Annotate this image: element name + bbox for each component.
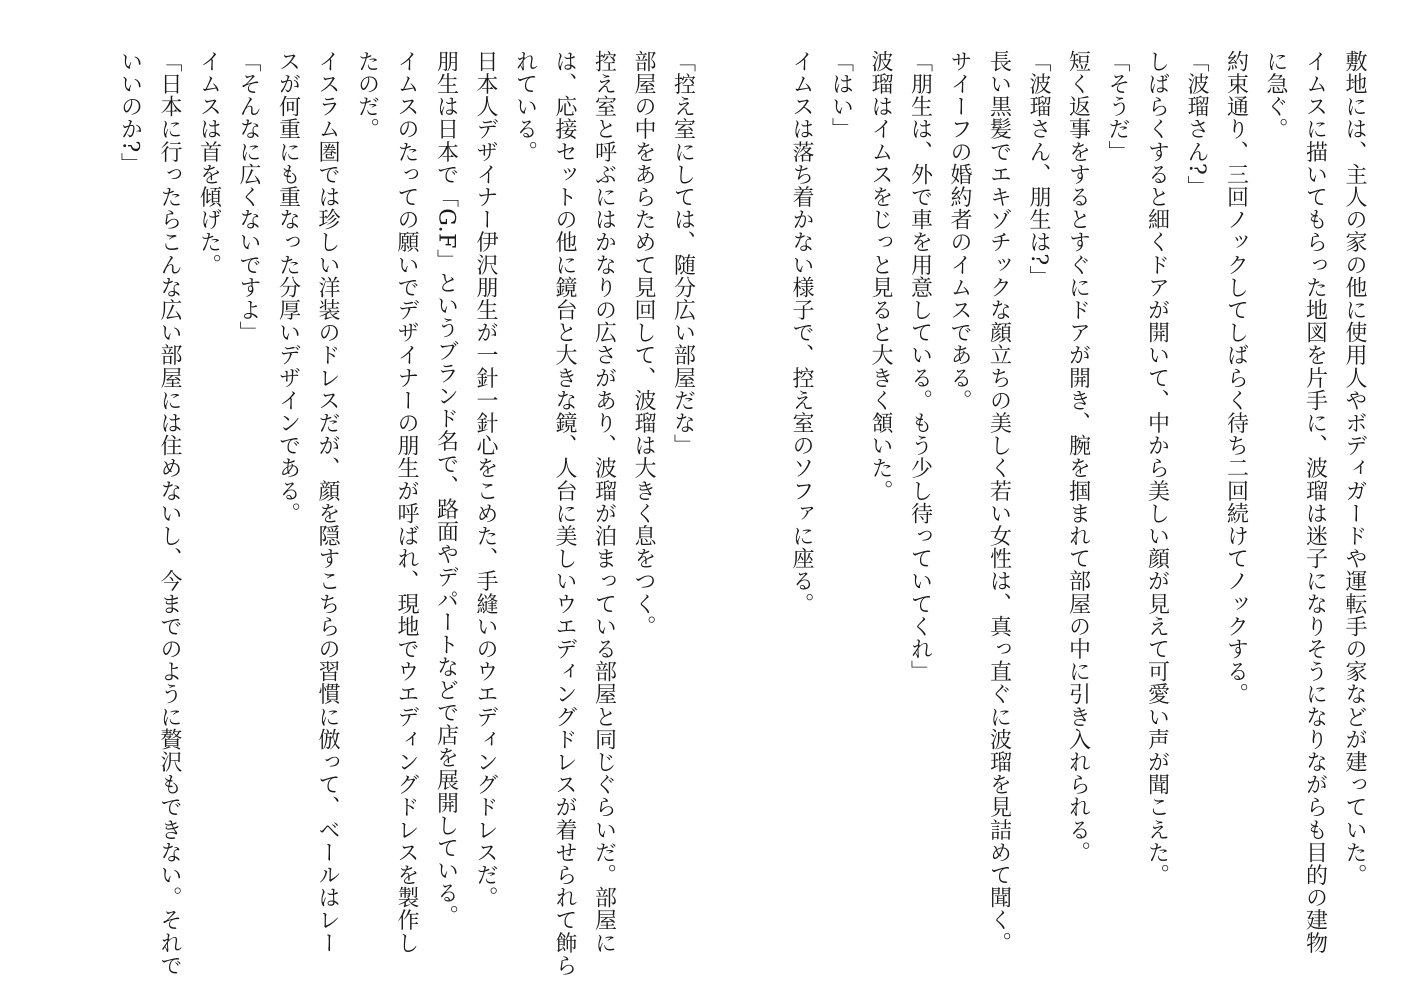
text-line: たのだ。 [354, 50, 380, 141]
dialogue-line: 「控え室にしては、随分広い部屋だな」 [670, 50, 696, 457]
blank-line [742, 50, 782, 980]
dialogue-line: 「波瑠さん?」 [1184, 50, 1209, 198]
blank-line [703, 50, 743, 980]
text-line: スが何重にも重なった分厚いデザインである。 [275, 50, 301, 525]
dialogue-line: 「波瑠さん、朋生は?」 [1026, 50, 1051, 289]
dialogue-line: 「そうだ」 [1105, 50, 1130, 163]
text-line: 部屋の中をあらためて見回して、波瑠は大きく息をつく。 [631, 50, 656, 638]
text-line: 控え室と呼ぶにはかなりの広さがあり、波瑠が泊まっている部屋と同じぐらいだ。部屋に [591, 50, 617, 954]
text-line: イムスに描いてもらった地図を片手に、波瑠は迷子になりそうになりながらも目的の建物 [1302, 50, 1328, 954]
text-line: イムスは首を傾げた。 [196, 50, 222, 276]
text-line: 長い黒髪でエキゾチックな顔立ちの美しく若い女性は、真っ直ぐに波瑠を見詰めて聞く。 [986, 50, 1012, 954]
dialogue-line: 「日本に行ったらこんな広い部屋には住めないし、今までのように贅沢もできない。それで [157, 50, 182, 977]
text-line: しばらくすると細くドアが開いて、中から美しい顔が見えて可愛い声が聞こえた。 [1144, 50, 1170, 887]
text-line: は、応接セットの他に鏡台と大きな鏡、人台に美しいウエディングドレスが着せられて飾ら [552, 50, 577, 977]
text-line: 日本人デザイナー伊沢朋生が一針一針心をこめた、手縫いのウエディングドレスだ。 [473, 50, 498, 909]
dialogue-line: 「そんなに広くないですよ」 [236, 50, 261, 344]
dialogue-line: いいのか?」 [117, 50, 143, 176]
vertical-text-body [110, 50, 1374, 980]
text-line: 約束通り、三回ノックしてしばらく待ち二回続けてノックする。 [1223, 50, 1249, 706]
text-line: に急ぐ。 [1263, 50, 1288, 141]
text-line: 敷地には、主人の家の他に使用人やボディガードや運転手の家などが建っていた。 [1342, 50, 1367, 887]
text-line: イムスのたっての願いでデザイナーの朋生が呼ばれ、現地でウエディングドレスを製作し [394, 50, 419, 954]
text-line: 波瑠はイムスをじっと見ると大きく頷いた。 [868, 50, 893, 502]
text-line: サイーフの婚約者のイムスである。 [947, 50, 972, 412]
text-line: 短く返事をするとすぐにドアが開き、腕を掴まれて部屋の中に引き入れられる。 [1065, 50, 1091, 864]
dialogue-line: 「はい」 [828, 50, 854, 141]
dialogue-line: 「朋生は、外で車を用意している。もう少し待っていてくれ」 [907, 50, 933, 683]
text-line: イムスは落ち着かない様子で、控え室のソファに座る。 [789, 50, 814, 615]
text-line: れている。 [512, 50, 538, 163]
text-line: 朋生は日本で「G.F」というブランド名で、路面やデパートなどで店を展開している。 [433, 50, 459, 928]
text-line: イスラム圏では珍しい洋装のドレスだが、顔を隠すこちらの習慣に倣って、ベールはレー [315, 50, 340, 954]
